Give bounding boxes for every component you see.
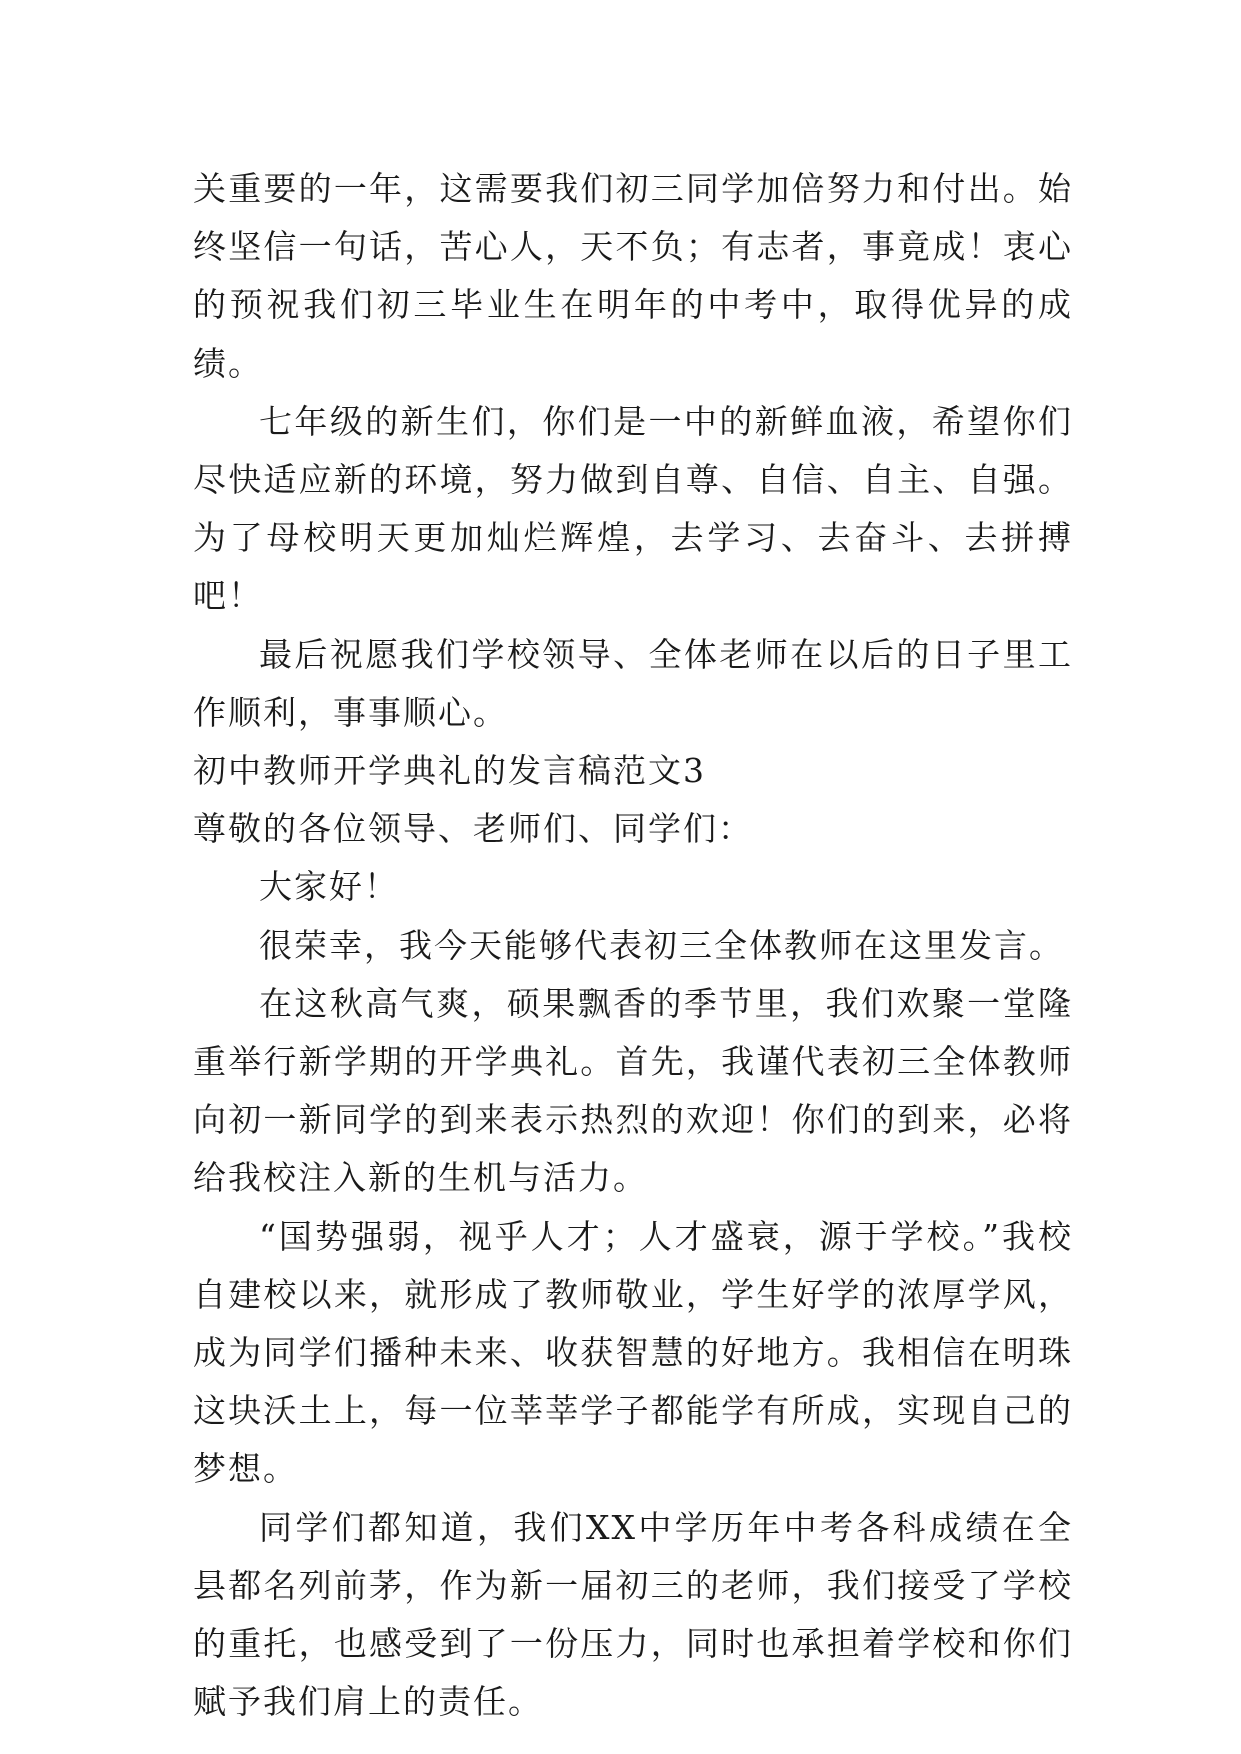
paragraph-responsibility: 同学们都知道，我们XX中学历年中考各科成绩在全县都名列前茅，作为新一届初三的老师，我们接受了学校的重托，也感受到了一份压力，同时也承担着学校和你们赋予我们肩上的责任。	[193, 1507, 1073, 1722]
paragraph-school-spirit: “国势强弱，视乎人才；人才盛衰，源于学校。”我校自建校以来，就形成了教师敬业，学生好学的浓厚学风，成为同学们播种未来、收获智慧的好地方。我相信在明珠这块沃土上，每一位莘莘学子都能学有所成，实现自己的梦想。	[193, 1216, 1073, 1489]
paragraph-continuation: 关重要的一年，这需要我们初三同学加倍努力和付出。始终坚信一句话，苦心人，天不负；有志者，事竟成！衷心的预祝我们初三毕业生在明年的中考中，取得优异的成绩。	[193, 169, 1073, 383]
salutation: 尊敬的各位领导、老师们、同学们：	[193, 809, 753, 849]
paragraph-closing-wishes: 最后祝愿我们学校领导、全体老师在以后的日子里工作顺利，事事顺心。	[193, 634, 1073, 732]
paragraph-welcome: 在这秋高气爽，硕果飘香的季节里，我们欢聚一堂隆重举行新学期的开学典礼。首先，我谨代表初三全体教师向初一新同学的到来表示热烈的欢迎！你们的到来，必将给我校注入新的生机与活力。	[193, 983, 1073, 1198]
document-body	[193, 160, 1073, 1731]
greeting: 大家好！	[259, 867, 399, 907]
paragraph-honor: 很荣幸，我今天能够代表初三全体教师在这里发言。	[259, 925, 1064, 965]
paragraph-new-students: 七年级的新生们，你们是一中的新鲜血液，希望你们尽快适应新的环境，努力做到自尊、自信、自主、自强。为了母校明天更加灿烂辉煌，去学习、去奋斗、去拼搏吧！	[193, 401, 1073, 616]
section-title: 初中教师开学典礼的发言稿范文3	[193, 751, 706, 791]
